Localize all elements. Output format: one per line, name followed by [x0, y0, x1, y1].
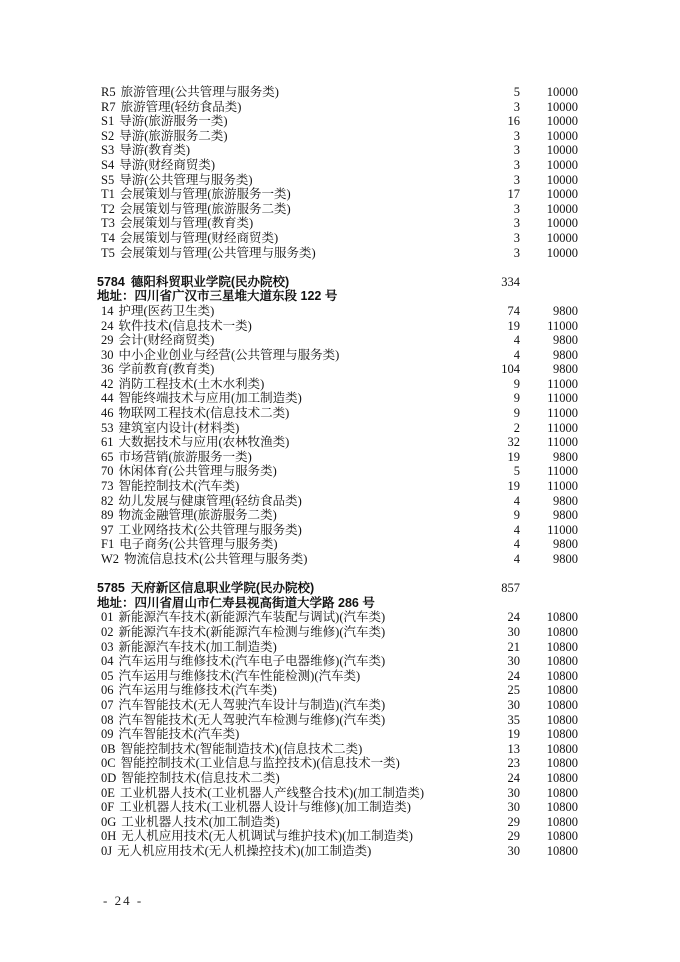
course-row — [101, 406, 578, 421]
course-name: 导游(教育类) — [119, 143, 191, 158]
course-tuition-fee: 11000 — [547, 420, 578, 435]
course-name: 电子商务(公共管理与服务类) — [119, 537, 278, 552]
course-row — [101, 523, 578, 538]
course-plan-count: 3 — [513, 172, 520, 187]
course-name: 汽车运用与维修技术(汽车类) — [118, 683, 277, 698]
course-plan-count: 16 — [507, 114, 520, 129]
school-code: 5784 — [97, 274, 125, 289]
course-tuition-fee: 11000 — [547, 376, 578, 391]
course-plan-count: 3 — [513, 230, 520, 245]
course-name: 市场营销(旅游服务一类) — [118, 449, 252, 464]
course-row — [101, 391, 578, 406]
course-tuition-fee: 10800 — [546, 800, 578, 815]
course-row — [101, 143, 578, 158]
course-code: 03 — [101, 639, 114, 654]
course-tuition-fee: 9800 — [553, 449, 578, 464]
course-tuition-fee: 10800 — [546, 829, 578, 844]
course-name: 汽车智能技术(无人驾驶汽车检测与维修)(汽车类) — [118, 712, 386, 727]
address-label: 地址： — [97, 289, 135, 304]
course-row — [101, 625, 578, 640]
course-tuition-fee: 10000 — [546, 216, 578, 231]
school-address-row — [97, 289, 578, 304]
course-name: 消防工程技术(土木水利类) — [118, 376, 265, 391]
course-plan-count: 5 — [513, 464, 520, 479]
course-row — [101, 479, 578, 494]
continuation-section — [101, 85, 578, 260]
course-row — [101, 158, 578, 173]
course-name: 工业机器人技术(工业机器人设计与维修)(加工制造类) — [119, 800, 411, 815]
course-plan-count: 4 — [513, 493, 520, 508]
course-plan-count: 29 — [507, 814, 520, 829]
course-code: R7 — [101, 99, 116, 114]
school-section — [97, 274, 578, 567]
address-value: 四川省眉山市仁寿县视高街道大学路 286 号 — [134, 595, 375, 610]
course-code: 0D — [101, 770, 117, 785]
course-name: 导游(公共管理与服务类) — [119, 172, 253, 187]
course-plan-count: 24 — [507, 668, 520, 683]
course-row — [101, 537, 578, 552]
course-code: 0H — [101, 829, 117, 844]
course-name: 中小企业创业与经营(公共管理与服务类) — [118, 347, 340, 362]
course-row — [101, 742, 578, 757]
course-tuition-fee: 10800 — [546, 639, 578, 654]
course-name: 无人机应用技术(无人机调试与维护技术)(加工制造类) — [121, 829, 413, 844]
course-code: F1 — [101, 537, 115, 552]
school-total-count: 334 — [501, 274, 520, 289]
course-plan-count: 4 — [513, 522, 520, 537]
course-name: 学前教育(教育类) — [118, 362, 215, 377]
course-row — [101, 727, 578, 742]
course-name: 工业网络技术(公共管理与服务类) — [118, 522, 302, 537]
course-code: 89 — [101, 508, 114, 523]
course-row — [101, 800, 578, 815]
school-section — [97, 581, 578, 858]
course-tuition-fee: 9800 — [553, 333, 578, 348]
course-code: T4 — [101, 230, 115, 245]
course-name: 新能源汽车技术(新能源汽车检测与维修)(汽车类) — [118, 624, 386, 639]
course-tuition-fee: 10800 — [546, 668, 578, 683]
course-plan-count: 19 — [507, 479, 520, 494]
course-code: 07 — [101, 697, 114, 712]
course-code: T3 — [101, 216, 115, 231]
course-code: 0B — [101, 741, 116, 756]
course-name: 汽车运用与维修技术(汽车电子电器维修)(汽车类) — [118, 654, 386, 669]
course-tuition-fee: 10000 — [546, 99, 578, 114]
course-code: 0J — [101, 843, 113, 858]
course-plan-count: 13 — [507, 741, 520, 756]
course-name: 休闲体育(公共管理与服务类) — [118, 464, 277, 479]
course-plan-count: 29 — [507, 829, 520, 844]
course-tuition-fee: 10800 — [546, 624, 578, 639]
course-row — [101, 508, 578, 523]
course-code: 09 — [101, 727, 114, 742]
course-name: 汽车运用与维修技术(汽车性能检测)(汽车类) — [118, 668, 361, 683]
course-code: 0C — [101, 756, 116, 771]
course-plan-count: 9 — [513, 508, 520, 523]
course-row — [101, 450, 578, 465]
course-name: 软件技术(信息技术一类) — [118, 318, 252, 333]
course-row — [101, 654, 578, 669]
course-tuition-fee: 9800 — [553, 303, 578, 318]
course-plan-count: 5 — [513, 85, 520, 99]
course-name: 智能控制技术(汽车类) — [118, 479, 240, 494]
course-row — [101, 713, 578, 728]
course-name: 建筑室内设计(材料类) — [118, 420, 240, 435]
course-plan-count: 3 — [513, 216, 520, 231]
course-row — [101, 815, 578, 830]
course-code: 73 — [101, 479, 114, 494]
course-plan-count: 32 — [507, 435, 520, 450]
course-plan-count: 30 — [507, 624, 520, 639]
course-name: 旅游管理(轻纺食品类) — [120, 99, 242, 114]
course-row — [101, 683, 578, 698]
course-tuition-fee: 11000 — [547, 391, 578, 406]
course-row — [101, 698, 578, 713]
course-row — [101, 304, 578, 319]
course-tuition-fee: 10000 — [546, 85, 578, 99]
course-name: 导游(旅游服务一类) — [119, 114, 228, 129]
course-row — [101, 640, 578, 655]
course-code: 36 — [101, 362, 114, 377]
course-tuition-fee: 9800 — [553, 347, 578, 362]
course-code: 70 — [101, 464, 114, 479]
course-code: 06 — [101, 683, 114, 698]
course-row — [101, 85, 578, 100]
course-plan-count: 21 — [507, 639, 520, 654]
course-plan-count: 9 — [513, 406, 520, 421]
course-tuition-fee: 10800 — [546, 843, 578, 858]
course-row — [101, 786, 578, 801]
course-tuition-fee: 10800 — [546, 756, 578, 771]
course-name: 会展策划与管理(教育类) — [119, 216, 254, 231]
course-tuition-fee: 10000 — [546, 114, 578, 129]
course-row — [101, 173, 578, 188]
course-tuition-fee: 10000 — [546, 157, 578, 172]
course-plan-count: 19 — [507, 727, 520, 742]
course-tuition-fee: 10800 — [546, 770, 578, 785]
course-row — [101, 114, 578, 129]
course-tuition-fee: 9800 — [553, 493, 578, 508]
course-code: 01 — [101, 610, 114, 625]
course-code: 14 — [101, 303, 114, 318]
course-tuition-fee: 10000 — [546, 128, 578, 143]
school-name: 天府新区信息职业学院(民办院校) — [130, 581, 315, 596]
course-tuition-fee: 10000 — [546, 230, 578, 245]
course-code: 44 — [101, 391, 114, 406]
course-tuition-fee: 11000 — [547, 464, 578, 479]
course-tuition-fee: 10800 — [546, 727, 578, 742]
course-name: 智能控制技术(信息技术二类) — [121, 770, 280, 785]
course-plan-count: 17 — [507, 187, 520, 202]
course-tuition-fee: 9800 — [553, 508, 578, 523]
course-plan-count: 25 — [507, 683, 520, 698]
course-plan-count: 4 — [513, 333, 520, 348]
course-plan-count: 74 — [507, 303, 520, 318]
course-name: 会展策划与管理(旅游服务一类) — [119, 187, 291, 202]
course-code: 46 — [101, 406, 114, 421]
course-code: 02 — [101, 624, 114, 639]
school-header-row — [97, 275, 578, 290]
school-code: 5785 — [97, 581, 125, 596]
course-code: R5 — [101, 85, 116, 99]
course-plan-count: 30 — [507, 654, 520, 669]
course-plan-count: 3 — [513, 99, 520, 114]
course-plan-count: 30 — [507, 697, 520, 712]
course-plan-count: 104 — [501, 362, 520, 377]
course-name: 新能源汽车技术(新能源汽车装配与调试)(汽车类) — [118, 610, 386, 625]
course-tuition-fee: 9800 — [553, 552, 578, 566]
admission-plan-list — [97, 85, 578, 858]
course-plan-count: 3 — [513, 143, 520, 158]
course-row — [101, 669, 578, 684]
course-row — [101, 362, 578, 377]
course-code: 05 — [101, 668, 114, 683]
course-name: 物流金融管理(旅游服务二类) — [118, 508, 277, 523]
course-plan-count: 9 — [513, 391, 520, 406]
course-name: 会展策划与管理(公共管理与服务类) — [119, 245, 316, 260]
course-name: 护理(医药卫生类) — [118, 303, 215, 318]
course-row — [101, 421, 578, 436]
course-name: 汽车智能技术(无人驾驶汽车设计与制造)(汽车类) — [118, 697, 386, 712]
course-code: S4 — [101, 157, 115, 172]
course-row — [101, 610, 578, 625]
course-name: 导游(旅游服务二类) — [119, 128, 228, 143]
course-code: 08 — [101, 712, 114, 727]
course-name: 新能源汽车技术(加工制造类) — [118, 639, 277, 654]
course-code: T1 — [101, 187, 115, 202]
course-tuition-fee: 11000 — [547, 406, 578, 421]
course-tuition-fee: 10000 — [546, 172, 578, 187]
course-name: 汽车智能技术(汽车类) — [118, 727, 240, 742]
course-plan-count: 3 — [513, 157, 520, 172]
course-code: 30 — [101, 347, 114, 362]
course-name: 幼儿发展与健康管理(轻纺食品类) — [118, 493, 302, 508]
course-row — [101, 756, 578, 771]
course-tuition-fee: 10000 — [546, 245, 578, 260]
course-code: T2 — [101, 201, 115, 216]
course-row — [101, 202, 578, 217]
school-address-row — [97, 596, 578, 611]
course-code: T5 — [101, 245, 115, 260]
course-plan-count: 23 — [507, 756, 520, 771]
course-row — [101, 552, 578, 567]
course-name: 会展策划与管理(财经商贸类) — [119, 230, 279, 245]
course-code: 42 — [101, 376, 114, 391]
course-plan-count: 3 — [513, 245, 520, 260]
course-code: 0F — [101, 800, 115, 815]
course-name: 智能控制技术(工业信息与监控技术)(信息技术一类) — [120, 756, 400, 771]
course-tuition-fee: 9800 — [553, 362, 578, 377]
course-plan-count: 24 — [507, 610, 520, 625]
course-tuition-fee: 11000 — [547, 318, 578, 333]
course-tuition-fee: 11000 — [547, 479, 578, 494]
course-name: 旅游管理(公共管理与服务类) — [120, 85, 279, 99]
course-name: 会计(财经商贸类) — [118, 333, 215, 348]
address-label: 地址： — [97, 595, 135, 610]
course-tuition-fee: 10800 — [546, 785, 578, 800]
course-row — [101, 100, 578, 115]
course-row — [101, 464, 578, 479]
course-plan-count: 35 — [507, 712, 520, 727]
course-name: 大数据技术与应用(农林牧渔类) — [118, 435, 290, 450]
course-name: 导游(财经商贸类) — [119, 157, 216, 172]
course-row — [101, 844, 578, 859]
course-row — [101, 377, 578, 392]
course-plan-count: 9 — [513, 376, 520, 391]
course-plan-count: 4 — [513, 552, 520, 566]
course-plan-count: 4 — [513, 537, 520, 552]
course-tuition-fee: 10800 — [546, 741, 578, 756]
school-header-row — [97, 581, 578, 596]
course-tuition-fee: 10000 — [546, 187, 578, 202]
course-code: S2 — [101, 128, 115, 143]
course-row — [101, 187, 578, 202]
course-plan-count: 3 — [513, 128, 520, 143]
course-plan-count: 19 — [507, 318, 520, 333]
course-plan-count: 30 — [507, 843, 520, 858]
course-tuition-fee: 10800 — [546, 712, 578, 727]
course-name: 无人机应用技术(无人机操控技术)(加工制造类) — [117, 843, 372, 858]
course-code: 53 — [101, 420, 114, 435]
address-value: 四川省广汉市三星堆大道东段 122 号 — [134, 289, 338, 304]
course-plan-count: 3 — [513, 201, 520, 216]
course-code: 82 — [101, 493, 114, 508]
page-number: - 24 - — [103, 893, 144, 908]
course-plan-count: 30 — [507, 785, 520, 800]
course-tuition-fee: 10800 — [546, 654, 578, 669]
course-tuition-fee: 11000 — [547, 435, 578, 450]
course-tuition-fee: 10800 — [546, 683, 578, 698]
course-code: W2 — [101, 552, 120, 566]
course-code: 0G — [101, 814, 117, 829]
course-row — [101, 829, 578, 844]
course-row — [101, 216, 578, 231]
course-row — [101, 333, 578, 348]
course-code: 65 — [101, 449, 114, 464]
course-name: 会展策划与管理(旅游服务二类) — [119, 201, 291, 216]
school-name: 德阳科贸职业学院(民办院校) — [130, 274, 290, 289]
course-name: 工业机器人技术(工业机器人产线整合技术)(加工制造类) — [119, 785, 425, 800]
course-plan-count: 30 — [507, 800, 520, 815]
course-code: S3 — [101, 143, 115, 158]
course-code: S1 — [101, 114, 115, 129]
course-row — [101, 231, 578, 246]
course-row — [101, 246, 578, 261]
course-tuition-fee: 11000 — [547, 522, 578, 537]
course-tuition-fee: 10000 — [546, 143, 578, 158]
course-tuition-fee: 10800 — [546, 814, 578, 829]
course-tuition-fee: 9800 — [553, 537, 578, 552]
course-tuition-fee: 10800 — [546, 610, 578, 625]
course-code: 04 — [101, 654, 114, 669]
course-plan-count: 2 — [513, 420, 520, 435]
course-name: 工业机器人技术(加工制造类) — [121, 814, 280, 829]
course-name: 物流信息技术(公共管理与服务类) — [124, 552, 308, 566]
course-row — [101, 129, 578, 144]
course-code: 97 — [101, 522, 114, 537]
course-plan-count: 24 — [507, 770, 520, 785]
course-plan-count: 4 — [513, 347, 520, 362]
course-tuition-fee: 10000 — [546, 201, 578, 216]
course-code: 29 — [101, 333, 114, 348]
course-code: 61 — [101, 435, 114, 450]
course-plan-count: 19 — [507, 449, 520, 464]
course-code: 24 — [101, 318, 114, 333]
course-row — [101, 319, 578, 334]
course-name: 物联网工程技术(信息技术二类) — [118, 406, 290, 421]
course-row — [101, 435, 578, 450]
course-row — [101, 771, 578, 786]
course-tuition-fee: 10800 — [546, 697, 578, 712]
school-total-count: 857 — [501, 581, 520, 596]
course-code: 0E — [101, 785, 115, 800]
course-code: S5 — [101, 172, 115, 187]
course-name: 智能终端技术与应用(加工制造类) — [118, 391, 302, 406]
course-row — [101, 494, 578, 509]
course-row — [101, 348, 578, 363]
course-name: 智能控制技术(智能制造技术)(信息技术二类) — [120, 741, 363, 756]
